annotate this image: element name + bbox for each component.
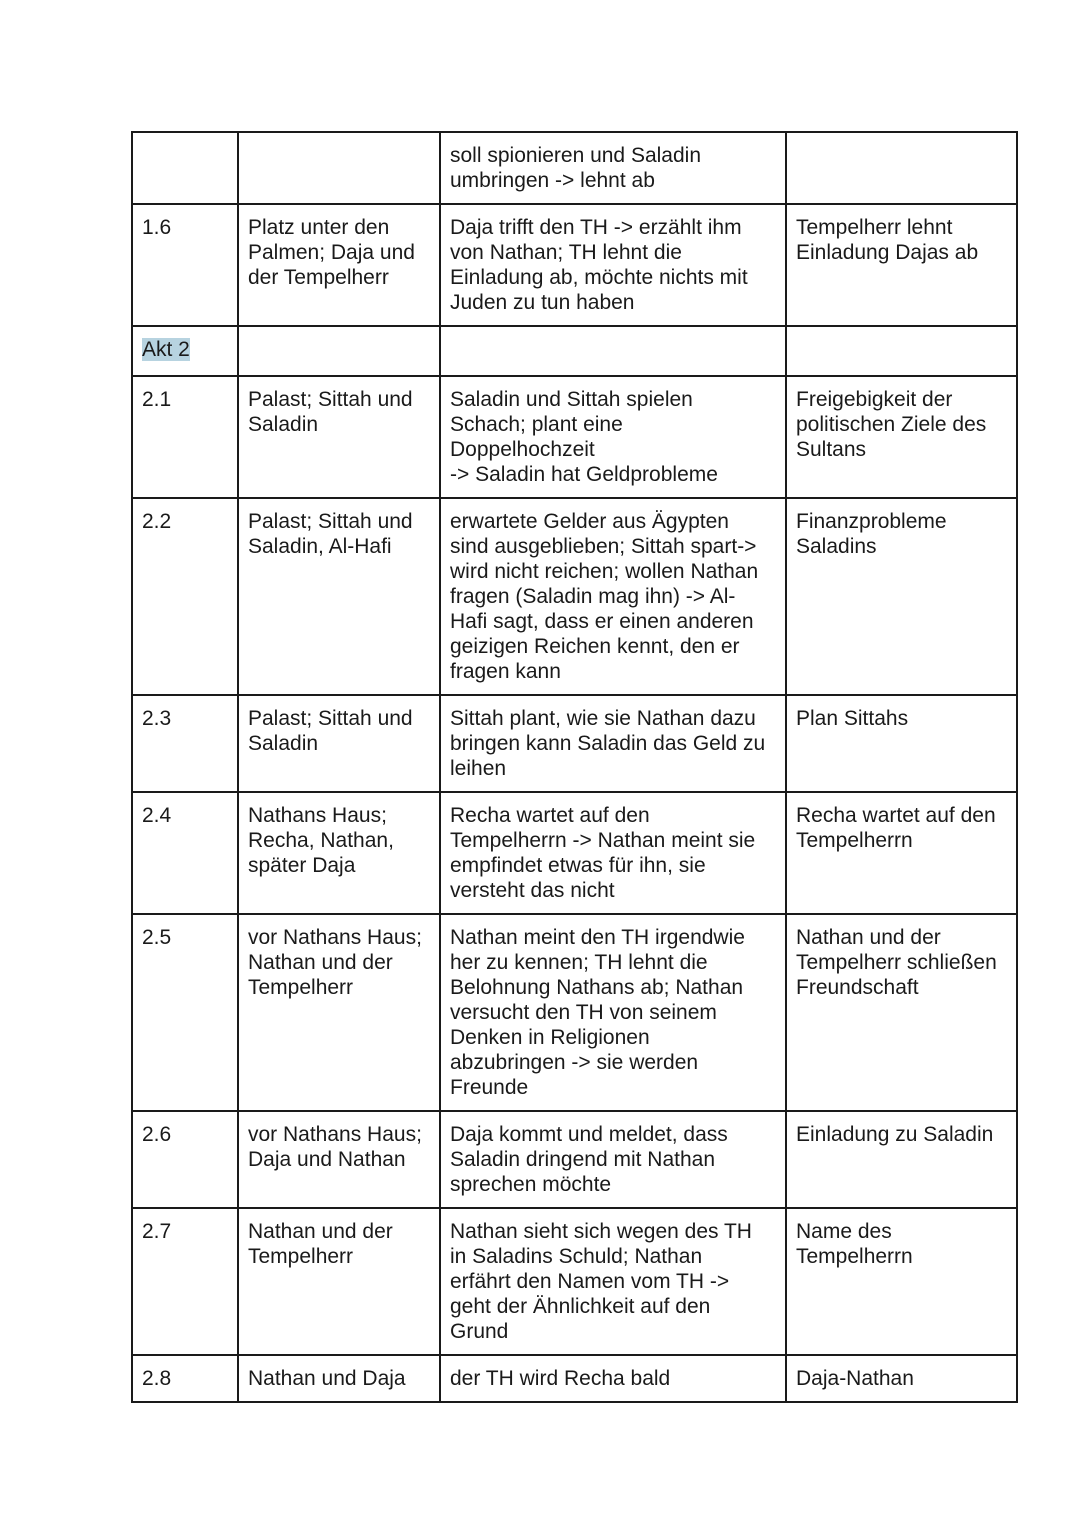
topic-cell — [786, 326, 1017, 376]
content-cell: Daja trifft den TH -> erzählt ihm von Nathan; TH lehnt die Einladung ab, möchte nichts mit Juden zu tun haben — [440, 204, 786, 326]
table-row — [132, 132, 1017, 204]
scene-cell: 2.6 — [132, 1111, 238, 1208]
table-row — [132, 498, 1017, 695]
content-cell: der TH wird Recha bald — [440, 1355, 786, 1402]
location-cell — [238, 132, 440, 204]
scene-cell: 2.3 — [132, 695, 238, 792]
topic-cell: Name des Tempelherrn — [786, 1208, 1017, 1355]
scene-cell: 2.5 — [132, 914, 238, 1111]
location-cell: Palast; Sittah und Saladin — [238, 376, 440, 498]
scene-cell: 2.7 — [132, 1208, 238, 1355]
topic-cell: Tempelherr lehnt Einladung Dajas ab — [786, 204, 1017, 326]
table-row — [132, 376, 1017, 498]
topic-cell: Einladung zu Saladin — [786, 1111, 1017, 1208]
scene-cell — [132, 326, 238, 376]
location-cell — [238, 326, 440, 376]
content-cell: Saladin und Sittah spielen Schach; plant eine Doppelhochzeit -> Saladin hat Geldprobleme — [440, 376, 786, 498]
topic-cell: Nathan und der Tempelherr schließen Freundschaft — [786, 914, 1017, 1111]
topic-cell: Plan Sittahs — [786, 695, 1017, 792]
act-heading: Akt 2 — [142, 338, 190, 361]
topic-cell: Finanzprobleme Saladins — [786, 498, 1017, 695]
location-cell: Nathans Haus; Recha, Nathan, später Daja — [238, 792, 440, 914]
table-row — [132, 1208, 1017, 1355]
table-row — [132, 695, 1017, 792]
topic-cell: Freigebigkeit der politischen Ziele des Sultans — [786, 376, 1017, 498]
table-row — [132, 914, 1017, 1111]
content-cell: Sittah plant, wie sie Nathan dazu bringen kann Saladin das Geld zu leihen — [440, 695, 786, 792]
content-cell: Nathan sieht sich wegen des TH in Saladins Schuld; Nathan erfährt den Namen vom TH -> geht der Ähnlichkeit auf den Grund — [440, 1208, 786, 1355]
location-cell: Palast; Sittah und Saladin — [238, 695, 440, 792]
table-row — [132, 1355, 1017, 1402]
table-row — [132, 792, 1017, 914]
topic-cell — [786, 132, 1017, 204]
location-cell: Palast; Sittah und Saladin, Al-Hafi — [238, 498, 440, 695]
location-cell: Platz unter den Palmen; Daja und der Tempelherr — [238, 204, 440, 326]
table-row — [132, 1111, 1017, 1208]
content-cell: erwartete Gelder aus Ägypten sind ausgeblieben; Sittah spart-> wird nicht reichen; wollen Nathan fragen (Saladin mag ihn) -> Al- Hafi sagt, dass er einen anderen geizigen Reichen kennt, den er fragen kann — [440, 498, 786, 695]
scene-cell — [132, 132, 238, 204]
scene-cell: 2.4 — [132, 792, 238, 914]
content-cell — [440, 326, 786, 376]
content-cell: soll spionieren und Saladin umbringen -> lehnt ab — [440, 132, 786, 204]
scene-cell: 2.8 — [132, 1355, 238, 1402]
content-cell: Nathan meint den TH irgendwie her zu kennen; TH lehnt die Belohnung Nathans ab; Nathan versucht den TH von seinem Denken in Religionen abzubringen -> sie werden Freunde — [440, 914, 786, 1111]
table-row — [132, 204, 1017, 326]
location-cell: Nathan und der Tempelherr — [238, 1208, 440, 1355]
location-cell: Nathan und Daja — [238, 1355, 440, 1402]
scene-cell: 2.2 — [132, 498, 238, 695]
scene-table — [131, 131, 1018, 1403]
content-cell: Recha wartet auf den Tempelherrn -> Nathan meint sie empfindet etwas für ihn, sie versteht das nicht — [440, 792, 786, 914]
topic-cell: Recha wartet auf den Tempelherrn — [786, 792, 1017, 914]
location-cell: vor Nathans Haus; Nathan und der Tempelherr — [238, 914, 440, 1111]
location-cell: vor Nathans Haus; Daja und Nathan — [238, 1111, 440, 1208]
table-row — [132, 326, 1017, 376]
content-cell: Daja kommt und meldet, dass Saladin dringend mit Nathan sprechen möchte — [440, 1111, 786, 1208]
scene-cell: 1.6 — [132, 204, 238, 326]
scene-cell: 2.1 — [132, 376, 238, 498]
topic-cell: Daja-Nathan — [786, 1355, 1017, 1402]
